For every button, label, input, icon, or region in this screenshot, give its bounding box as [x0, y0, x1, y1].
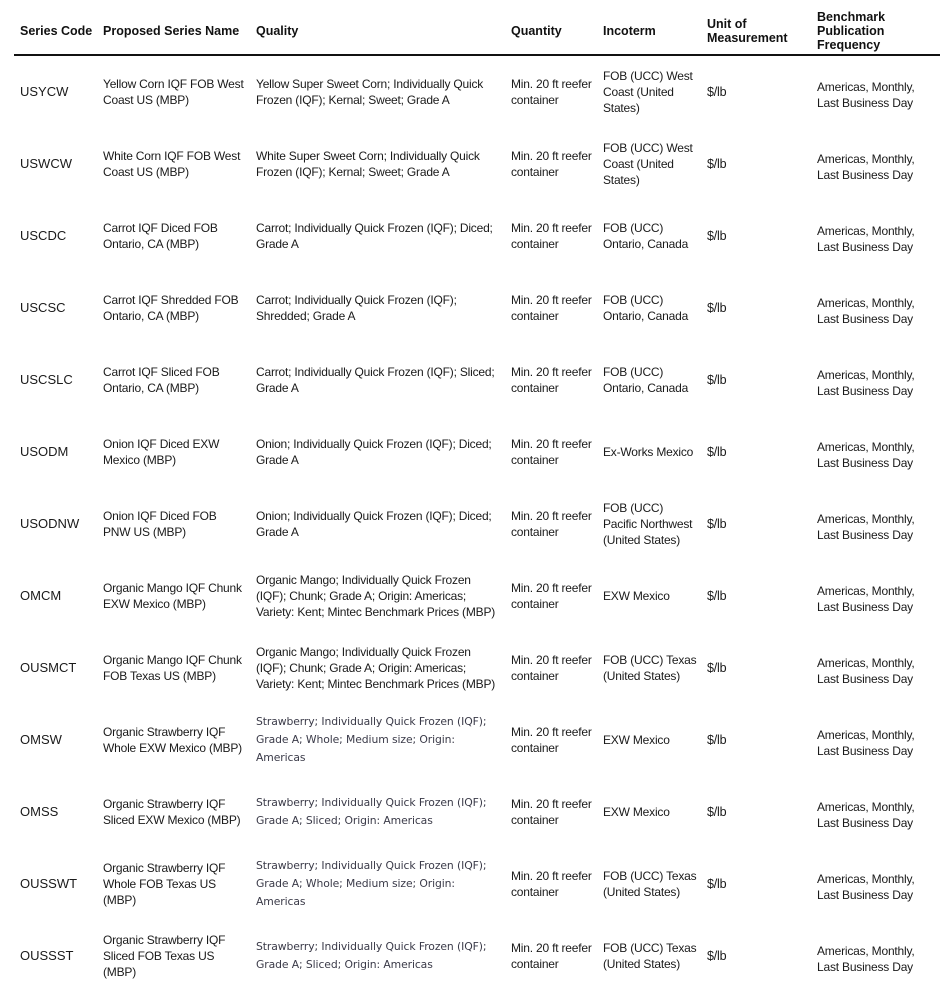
unit-cell: $/lb — [707, 229, 727, 243]
incoterm-cell: FOB (UCC) Pacific Northwest (United States) — [603, 501, 693, 547]
series-code-cell: USODNW — [20, 516, 80, 531]
series-code-cell: OUSSST — [20, 948, 74, 963]
frequency-cell: Americas, Monthly, Last Business Day — [817, 224, 915, 254]
series-code-cell: OUSMCT — [20, 660, 77, 675]
unit-cell: $/lb — [707, 589, 727, 603]
series-name-cell: Carrot IQF Sliced FOB Ontario, CA (MBP) — [103, 365, 220, 395]
incoterm-cell: FOB (UCC) Texas (United States) — [603, 941, 697, 971]
series-name-cell: Carrot IQF Diced FOB Ontario, CA (MBP) — [103, 221, 218, 251]
unit-cell: $/lb — [707, 301, 727, 315]
unit-cell: $/lb — [707, 85, 727, 99]
series-code-cell: USCDC — [20, 228, 67, 243]
series-code-cell: OMSW — [20, 732, 62, 747]
series-code-cell: OMCM — [20, 588, 62, 603]
unit-cell: $/lb — [707, 733, 727, 747]
series-name-cell: Organic Strawberry IQF Whole FOB Texas US (MBP) — [103, 861, 226, 907]
incoterm-cell: FOB (UCC) Ontario, Canada — [603, 293, 689, 323]
quantity-cell: Min. 20 ft reefer container — [511, 365, 592, 395]
quantity-cell: Min. 20 ft reefer container — [511, 293, 592, 323]
quantity-cell: Min. 20 ft reefer container — [511, 941, 592, 971]
frequency-cell: Americas, Monthly, Last Business Day — [817, 944, 915, 974]
quality-cell: White Super Sweet Corn; Individually Quick Frozen (IQF); Kernal; Sweet; Grade A — [256, 149, 480, 179]
frequency-cell: Americas, Monthly, Last Business Day — [817, 512, 915, 542]
quantity-cell: Min. 20 ft reefer container — [511, 509, 592, 539]
series-code-cell: OUSSWT — [20, 876, 78, 891]
series-code-cell: OMSS — [20, 804, 59, 819]
series-code-cell: USCSC — [20, 300, 66, 315]
frequency-cell: Americas, Monthly, Last Business Day — [817, 800, 915, 830]
table-row — [14, 920, 940, 992]
quality-cell: Strawberry; Individually Quick Frozen (IQF); Grade A; Sliced; Origin: Americas — [256, 940, 487, 971]
quantity-cell: Min. 20 ft reefer container — [511, 869, 592, 899]
quantity-cell: Min. 20 ft reefer container — [511, 653, 592, 683]
table-row — [14, 55, 940, 128]
quantity-cell: Min. 20 ft reefer container — [511, 797, 592, 827]
series-name-cell: Carrot IQF Shredded FOB Ontario, CA (MBP) — [103, 293, 239, 323]
frequency-cell: Americas, Monthly, Last Business Day — [817, 872, 915, 902]
header-series-code: Series Code — [14, 4, 97, 55]
series-code-cell: USCSLC — [20, 372, 73, 387]
quantity-cell: Min. 20 ft reefer container — [511, 221, 592, 251]
incoterm-cell: FOB (UCC) Ontario, Canada — [603, 221, 689, 251]
frequency-cell: Americas, Monthly, Last Business Day — [817, 728, 915, 758]
series-name-cell: White Corn IQF FOB West Coast US (MBP) — [103, 149, 241, 179]
quantity-cell: Min. 20 ft reefer container — [511, 581, 592, 611]
table-row — [14, 776, 940, 848]
header-unit-of-measurement: Unit of Measurement — [701, 4, 811, 55]
header-quantity: Quantity — [505, 4, 597, 55]
header-row — [14, 4, 940, 55]
incoterm-cell: EXW Mexico — [603, 805, 670, 819]
unit-cell: $/lb — [707, 877, 727, 891]
series-name-cell: Organic Strawberry IQF Sliced EXW Mexico (MBP) — [103, 797, 241, 827]
unit-cell: $/lb — [707, 805, 727, 819]
quality-cell: Onion; Individually Quick Frozen (IQF); Diced; Grade A — [256, 437, 492, 467]
incoterm-cell: Ex-Works Mexico — [603, 445, 694, 459]
table-row — [14, 128, 940, 200]
frequency-cell: Americas, Monthly, Last Business Day — [817, 656, 915, 686]
series-name-cell: Organic Mango IQF Chunk FOB Texas US (MBP) — [103, 653, 242, 683]
quality-cell: Carrot; Individually Quick Frozen (IQF); Shredded; Grade A — [256, 293, 457, 323]
frequency-cell: Americas, Monthly, Last Business Day — [817, 296, 915, 326]
quality-cell: Carrot; Individually Quick Frozen (IQF); Diced; Grade A — [256, 221, 493, 251]
quality-cell: Strawberry; Individually Quick Frozen (IQF); Grade A; Sliced; Origin: Americas — [256, 796, 487, 827]
unit-cell: $/lb — [707, 157, 727, 171]
series-name-cell: Organic Mango IQF Chunk EXW Mexico (MBP) — [103, 581, 242, 611]
quantity-cell: Min. 20 ft reefer container — [511, 149, 592, 179]
quantity-cell: Min. 20 ft reefer container — [511, 437, 592, 467]
series-name-cell: Yellow Corn IQF FOB West Coast US (MBP) — [103, 77, 244, 107]
table-row — [14, 632, 940, 704]
table-row — [14, 560, 940, 632]
quality-cell: Carrot; Individually Quick Frozen (IQF); Sliced; Grade A — [256, 365, 495, 395]
quality-cell: Strawberry; Individually Quick Frozen (IQF); Grade A; Whole; Medium size; Origin: Americas — [256, 715, 487, 764]
series-name-cell: Onion IQF Diced FOB PNW US (MBP) — [103, 509, 217, 539]
series-table — [14, 4, 940, 992]
unit-cell: $/lb — [707, 373, 727, 387]
header-benchmark-publication-frequency: Benchmark Publication Frequency — [811, 4, 940, 55]
quality-cell: Yellow Super Sweet Corn; Individually Quick Frozen (IQF); Kernal; Sweet; Grade A — [256, 77, 484, 107]
table-row — [14, 200, 940, 272]
unit-cell: $/lb — [707, 949, 727, 963]
incoterm-cell: FOB (UCC) Texas (United States) — [603, 869, 697, 899]
table-row — [14, 272, 940, 344]
incoterm-cell: EXW Mexico — [603, 589, 670, 603]
table-row — [14, 488, 940, 560]
header-quality: Quality — [250, 4, 505, 55]
unit-cell: $/lb — [707, 445, 727, 459]
incoterm-cell: FOB (UCC) Ontario, Canada — [603, 365, 689, 395]
incoterm-cell: EXW Mexico — [603, 733, 670, 747]
table-row — [14, 344, 940, 416]
quantity-cell: Min. 20 ft reefer container — [511, 725, 592, 755]
series-name-cell: Organic Strawberry IQF Sliced FOB Texas US (MBP) — [103, 933, 226, 979]
series-code-cell: USODM — [20, 444, 69, 459]
series-code-cell: USWCW — [20, 156, 72, 171]
table-row — [14, 416, 940, 488]
series-code-cell: USYCW — [20, 84, 69, 99]
frequency-cell: Americas, Monthly, Last Business Day — [817, 80, 915, 110]
incoterm-cell: FOB (UCC) West Coast (United States) — [603, 141, 693, 187]
incoterm-cell: FOB (UCC) Texas (United States) — [603, 653, 697, 683]
quality-cell: Organic Mango; Individually Quick Frozen (IQF); Chunk; Grade A; Origin: Americas; Variety: Kent; Mintec Benchmark Prices (MBP) — [256, 645, 496, 691]
quality-cell: Strawberry; Individually Quick Frozen (IQF); Grade A; Whole; Medium size; Origin: Americas — [256, 859, 487, 908]
unit-cell: $/lb — [707, 661, 727, 675]
header-incoterm: Incoterm — [597, 4, 701, 55]
incoterm-cell: FOB (UCC) West Coast (United States) — [603, 69, 693, 115]
quality-cell: Organic Mango; Individually Quick Frozen (IQF); Chunk; Grade A; Origin: Americas; Variety: Kent; Mintec Benchmark Prices (MBP) — [256, 573, 496, 619]
series-name-cell: Organic Strawberry IQF Whole EXW Mexico (MBP) — [103, 725, 242, 755]
table-row — [14, 848, 940, 920]
series-name-cell: Onion IQF Diced EXW Mexico (MBP) — [103, 437, 220, 467]
frequency-cell: Americas, Monthly, Last Business Day — [817, 152, 915, 182]
frequency-cell: Americas, Monthly, Last Business Day — [817, 584, 915, 614]
header-proposed-series-name: Proposed Series Name — [97, 4, 250, 55]
frequency-cell: Americas, Monthly, Last Business Day — [817, 368, 915, 398]
frequency-cell: Americas, Monthly, Last Business Day — [817, 440, 915, 470]
quantity-cell: Min. 20 ft reefer container — [511, 77, 592, 107]
table-row — [14, 704, 940, 776]
unit-cell: $/lb — [707, 517, 727, 531]
quality-cell: Onion; Individually Quick Frozen (IQF); Diced; Grade A — [256, 509, 492, 539]
